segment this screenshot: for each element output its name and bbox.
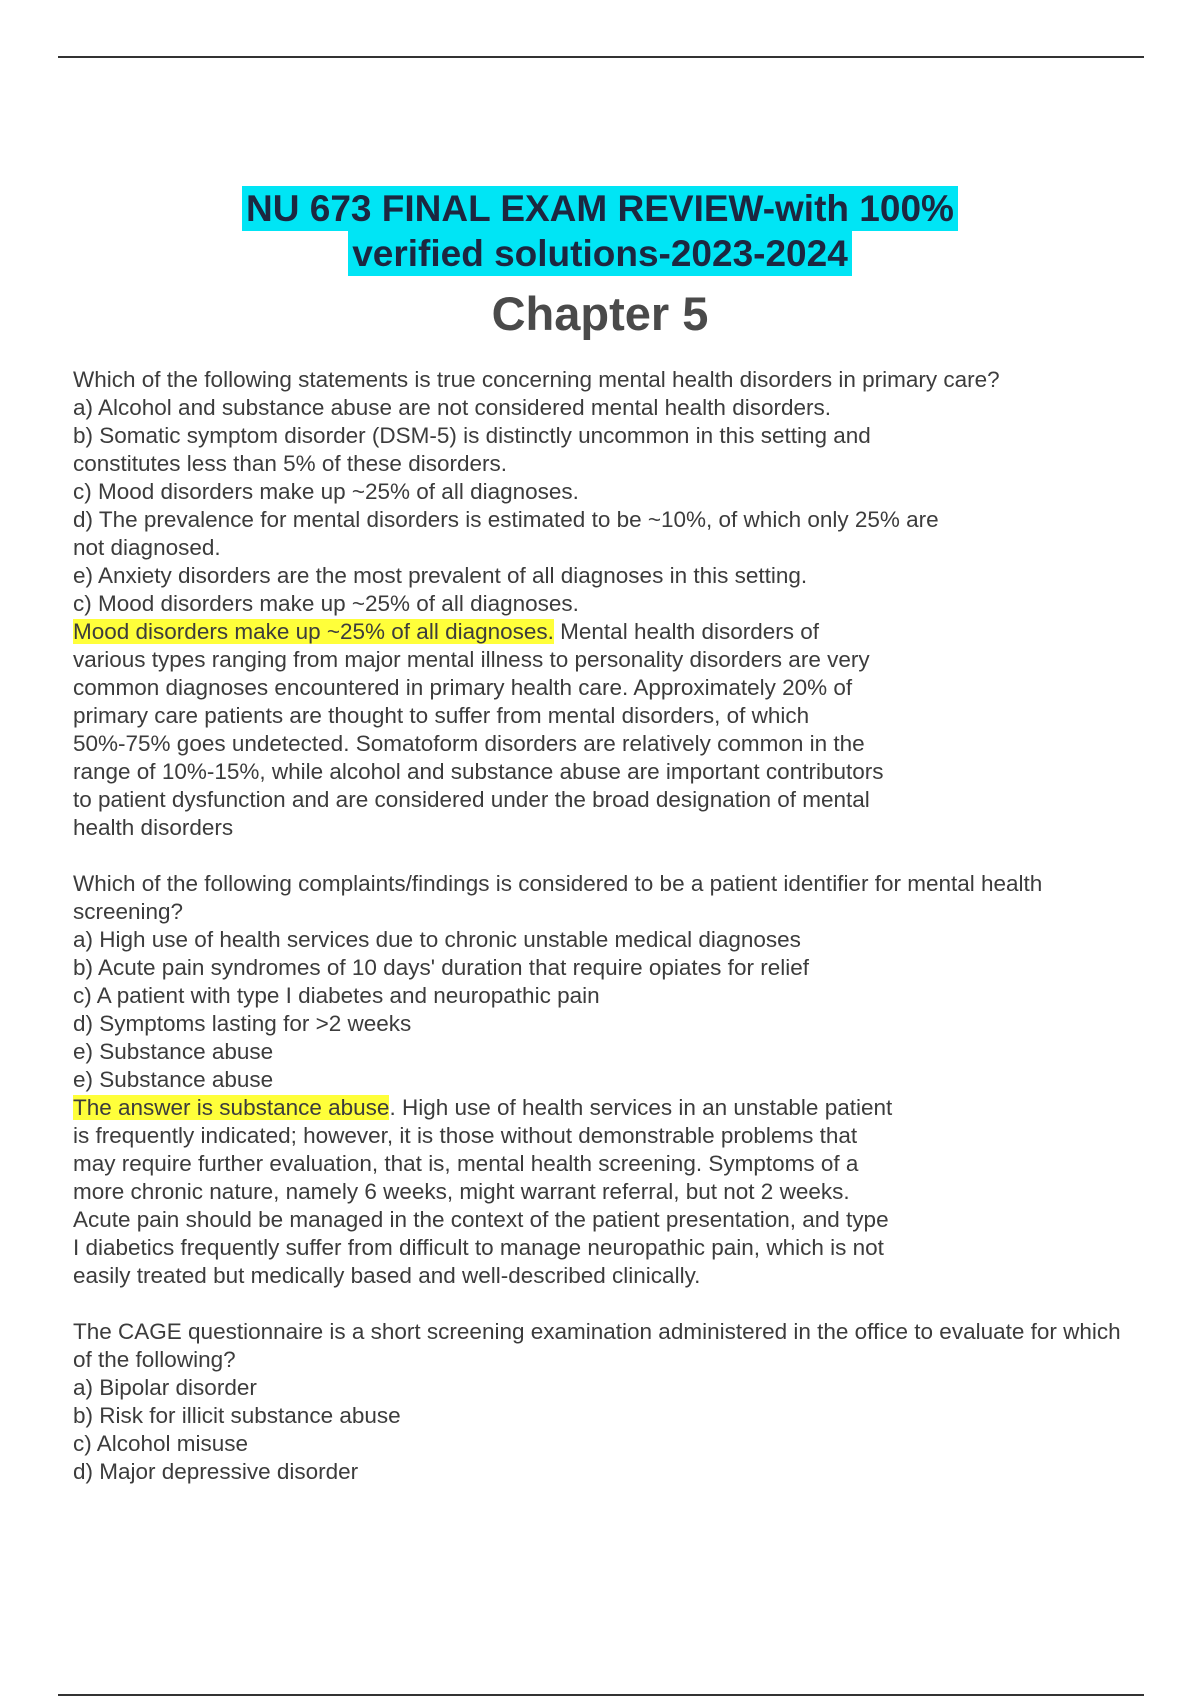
document-title-line-1: NU 673 FINAL EXAM REVIEW-with 100%: [242, 186, 958, 231]
q1-option-a: a) Alcohol and substance abuse are not considered mental health disorders.: [73, 395, 831, 420]
bottom-rule: [58, 1694, 1144, 1696]
q2-option-b: b) Acute pain syndromes of 10 days' duration that require opiates for relief: [73, 955, 809, 980]
q1-option-d-line-1: d) The prevalence for mental disorders is estimated to be ~10%, of which only 25% are: [73, 507, 939, 532]
q3-option-a: a) Bipolar disorder: [73, 1375, 257, 1400]
document-body: [73, 366, 1143, 1486]
q1-question: Which of the following statements is true concerning mental health disorders in primary care?: [73, 367, 1000, 392]
document-title-line-2: verified solutions-2023-2024: [348, 231, 852, 276]
q1-option-b-line-1: b) Somatic symptom disorder (DSM-5) is distinctly uncommon in this setting and: [73, 423, 871, 448]
q1-explanation: [73, 618, 893, 842]
q1-option-c: c) Mood disorders make up ~25% of all diagnoses.: [73, 479, 579, 504]
q2-explanation: [73, 1094, 893, 1290]
q1-explanation-highlight: Mood disorders make up ~25% of all diagnoses.: [73, 619, 554, 644]
top-rule: [58, 56, 1144, 58]
q3-option-c: c) Alcohol misuse: [73, 1431, 249, 1456]
q1-explanation-text: Mental health disorders of various types ranging from major mental illness to personality disorders are very common diagnoses encountered in primary health care. Approximately 20% of primary care patients are thought to suffer from mental disorders, of which 50%-75% goes undetected. Somatoform disorders are relatively common in the range of 10%-15%, while alcohol and substance abuse are important contributors to patient dysfunction and are considered under the broad designation of mental health disorders: [73, 619, 884, 840]
q1-option-d-line-2: not diagnosed.: [73, 535, 221, 560]
chapter-heading: Chapter 5: [491, 287, 709, 340]
q2-option-d: d) Symptoms lasting for >2 weeks: [73, 1011, 412, 1036]
q3-option-b: b) Risk for illicit substance abuse: [73, 1403, 401, 1428]
q2-explanation-highlight: The answer is substance abuse: [73, 1095, 390, 1120]
q2-option-a: a) High use of health services due to chronic unstable medical diagnoses: [73, 927, 801, 952]
q2-question: Which of the following complaints/findings is considered to be a patient identifier for mental health screening?: [73, 871, 1043, 924]
q1-answer: c) Mood disorders make up ~25% of all diagnoses.: [73, 591, 579, 616]
q3-option-d: d) Major depressive disorder: [73, 1459, 359, 1484]
q2-option-e: e) Substance abuse: [73, 1039, 274, 1064]
q2-option-c: c) A patient with type I diabetes and neuropathic pain: [73, 983, 600, 1008]
q3-question: The CAGE questionnaire is a short screening examination administered in the office to evaluate for which of the following?: [73, 1319, 1121, 1372]
q2-answer: e) Substance abuse: [73, 1067, 274, 1092]
q1-option-e: e) Anxiety disorders are the most prevalent of all diagnoses in this setting.: [73, 563, 808, 588]
q2-explanation-text: . High use of health services in an unstable patient is frequently indicated; however, it is those without demonstrable problems that may require further evaluation, that is, mental health screening. Symptoms of a more chronic nature, namely 6 weeks, might warrant referral, but not 2 weeks. Acute pain should be managed in the context of the patient presentation, and type I diabetics frequently suffer from difficult to manage neuropathic pain, which is not easily treated but medically based and well-described clinically.: [73, 1095, 893, 1288]
q1-option-b-line-2: constitutes less than 5% of these disorders.: [73, 451, 507, 476]
title-block: [0, 186, 1200, 342]
